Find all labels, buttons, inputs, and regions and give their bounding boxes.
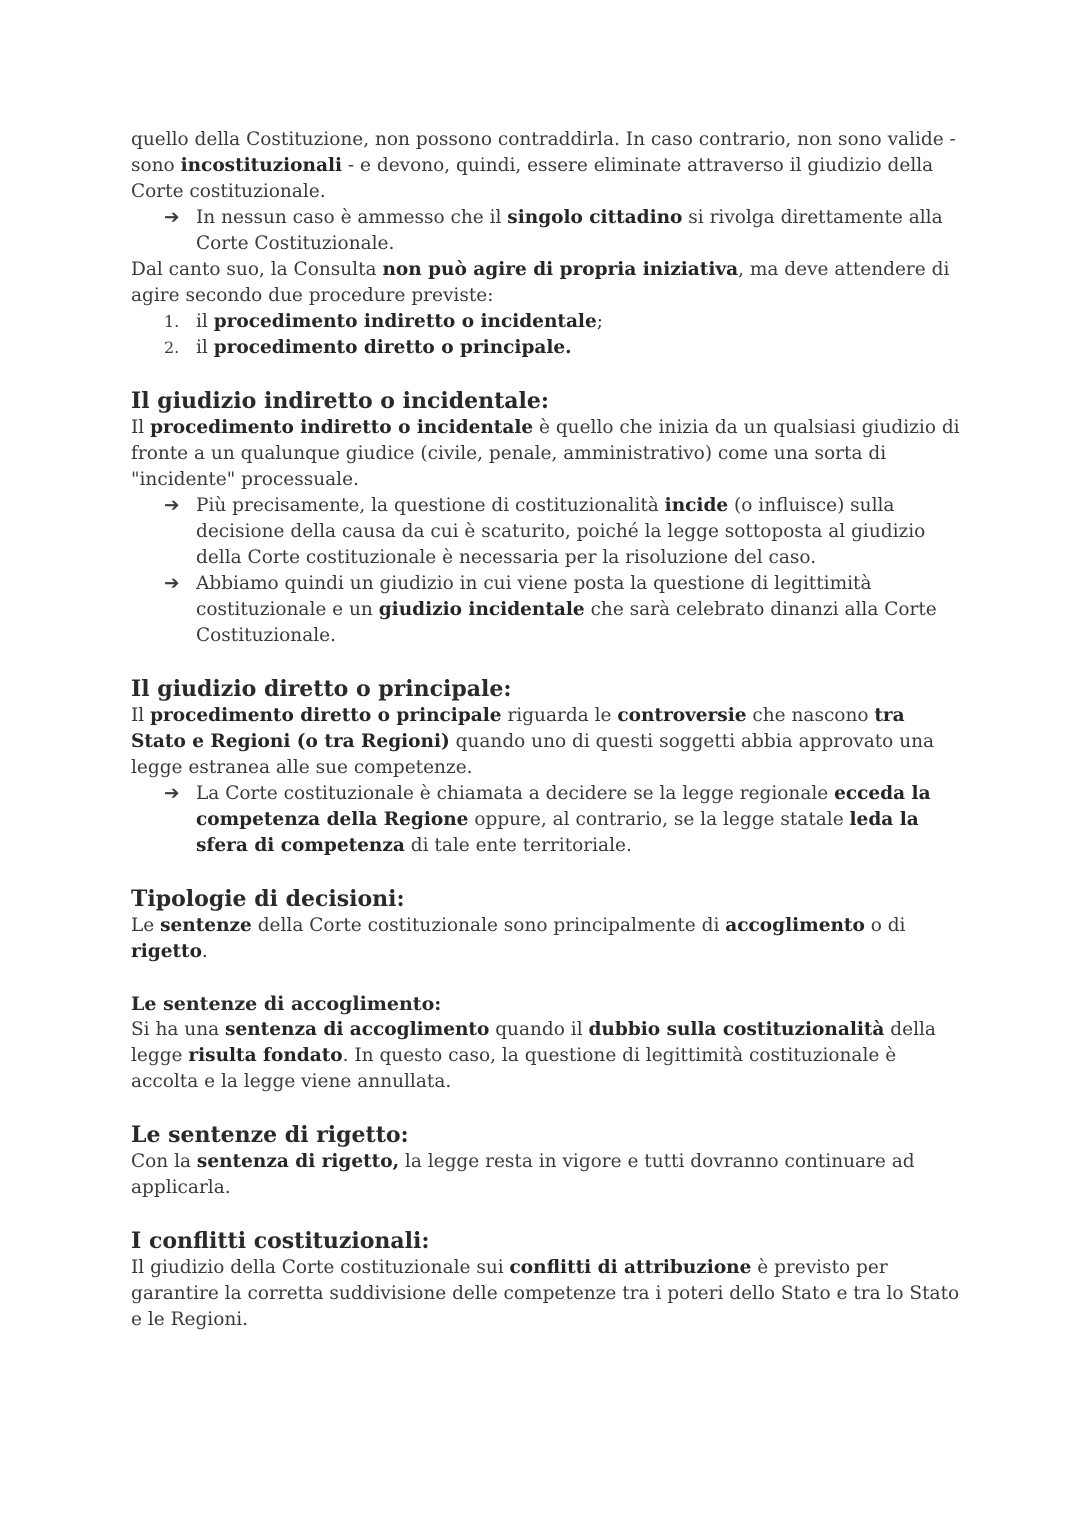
text-run: La Corte costituzionale è chiamata a decidere se la legge regionale (196, 783, 835, 804)
bullet-text (196, 783, 931, 856)
text-run: ; (596, 311, 603, 332)
text-run: riguarda le (501, 705, 618, 726)
text-run: Più precisamente, la questione di costituzionalità (196, 495, 665, 516)
section-heading: Il giudizio indiretto o incidentale: (131, 388, 550, 414)
bold-text: procedimento diretto o principale. (213, 337, 572, 358)
bold-text: giudizio incidentale (378, 599, 585, 620)
section-heading: Il giudizio diretto o principale: (131, 676, 512, 702)
bold-text: accoglimento (725, 915, 865, 936)
text-run: si rivolga direttamente alla Corte Costituzionale. (196, 207, 943, 254)
text-run: In nessun caso è ammesso che il (196, 207, 508, 228)
text-run: è previsto per garantire la corretta suddivisione delle competenze tra i poteri dello Stato e tra lo Stato e le Regioni. (131, 1257, 960, 1330)
bold-text: leda la sfera di competenza (196, 809, 919, 856)
bold-text: tra Stato e Regioni (o tra Regioni) (131, 705, 905, 752)
bold-text: sentenza di accoglimento (225, 1019, 490, 1040)
bold-text: incide (664, 495, 729, 516)
text-run: che sarà celebrato dinanzi alla Corte Costituzionale. (196, 599, 937, 646)
text-run: (o influisce) sulla decisione della causa da cui è scaturito, poiché la legge sottoposta al giudizio della Corte costituzionale è necessaria per la risoluzione del caso. (196, 495, 926, 568)
intro-paragraph-2 (131, 257, 961, 309)
text-run: - e devono, quindi, essere eliminate attraverso il giudizio della Corte costituzionale. (131, 155, 934, 202)
arrow-bullet-icon: ➔ (164, 207, 180, 228)
section-heading: I conflitti costituzionali: (131, 1228, 430, 1254)
text-run: della Corte costituzionale sono principalmente di (251, 915, 726, 936)
text-run: quando uno di questi soggetti abbia approvato una legge estranea alle sue competenze. (131, 731, 935, 778)
section-paragraph (131, 913, 961, 965)
text-run: il (196, 311, 214, 332)
item-number: 1. (164, 312, 180, 331)
text-run: Le (131, 915, 161, 936)
text-run: di tale ente territoriale. (404, 835, 632, 856)
section-paragraph (131, 1255, 961, 1333)
text-run: Abbiamo quindi un giudizio in cui viene posta la questione di legittimità costituzionale e un (196, 573, 872, 620)
text-run: Si ha una (131, 1019, 226, 1040)
bold-text: sentenze (160, 915, 252, 936)
text-run: Il (131, 705, 151, 726)
bullet-text (196, 495, 925, 568)
bold-text: risulta fondato (188, 1045, 343, 1066)
text-run: il (196, 337, 214, 358)
list-item (131, 571, 961, 649)
text-run: , ma deve attendere di agire secondo due procedure previste: (131, 259, 950, 306)
text-run: Il (131, 417, 151, 438)
bold-text: sentenza di rigetto, (196, 1151, 400, 1172)
text-run: Dal canto suo, la Consulta (131, 259, 383, 280)
bold-text: ecceda la competenza della Regione (196, 783, 931, 830)
item-text (196, 337, 572, 358)
arrow-bullet-icon: ➔ (164, 783, 180, 804)
section-paragraph (131, 1017, 961, 1095)
arrow-bullet-icon: ➔ (164, 495, 180, 516)
text-run: la legge resta in vigore e tutti dovranno continuare ad applicarla. (131, 1151, 915, 1198)
text-run: che nascono (746, 705, 875, 726)
item-text (196, 311, 603, 332)
list-item (131, 781, 961, 859)
bold-text: conflitti di attribuzione (509, 1257, 752, 1278)
bold-text: procedimento indiretto o incidentale (150, 417, 534, 438)
text-run: quando il (489, 1019, 589, 1040)
bullet-text (196, 207, 943, 254)
bold-text: controversie (617, 705, 747, 726)
document-page (131, 127, 961, 1333)
bold-text: non può agire di propria iniziativa (382, 259, 739, 280)
numbered-item (131, 309, 961, 335)
section-heading: Le sentenze di rigetto: (131, 1122, 409, 1148)
item-number: 2. (164, 338, 180, 357)
subsection-heading: Le sentenze di accoglimento: (131, 993, 442, 1015)
arrow-bullet-icon: ➔ (164, 573, 180, 594)
section-paragraph (131, 1149, 961, 1201)
numbered-item (131, 335, 961, 361)
text-run: Con la (131, 1151, 197, 1172)
text-run: . (201, 941, 208, 962)
section-heading: Tipologie di decisioni: (131, 886, 405, 912)
bold-text: singolo cittadino (507, 207, 683, 228)
text-run: o di (864, 915, 906, 936)
text-run: oppure, al contrario, se la legge statale (468, 809, 850, 830)
bold-text: procedimento diretto o principale (150, 705, 502, 726)
bold-text: dubbio sulla costituzionalità (588, 1019, 885, 1040)
list-item (131, 205, 961, 257)
text-run: Il giudizio della Corte costituzionale sui (131, 1257, 510, 1278)
section-paragraph (131, 703, 961, 781)
text-run: è quello che inizia da un qualsiasi giudizio di fronte a un qualunque giudice (civile, penale, amministrativo) come una sorta di "incidente" processuale. (131, 417, 960, 490)
text-run: della legge (131, 1019, 936, 1066)
text-run: . In questo caso, la questione di legittimità costituzionale è accolta e la legge viene annullata. (131, 1045, 897, 1092)
list-item (131, 493, 961, 571)
bold-text: procedimento indiretto o incidentale (213, 311, 597, 332)
section-paragraph (131, 415, 961, 493)
intro-paragraph (131, 127, 961, 205)
bold-text: incostituzionali (180, 155, 343, 176)
bold-text: rigetto (131, 941, 202, 962)
bullet-text (196, 573, 937, 646)
text-run: quello della Costituzione, non possono contraddirla. In caso contrario, non sono valide - sono (131, 129, 956, 176)
